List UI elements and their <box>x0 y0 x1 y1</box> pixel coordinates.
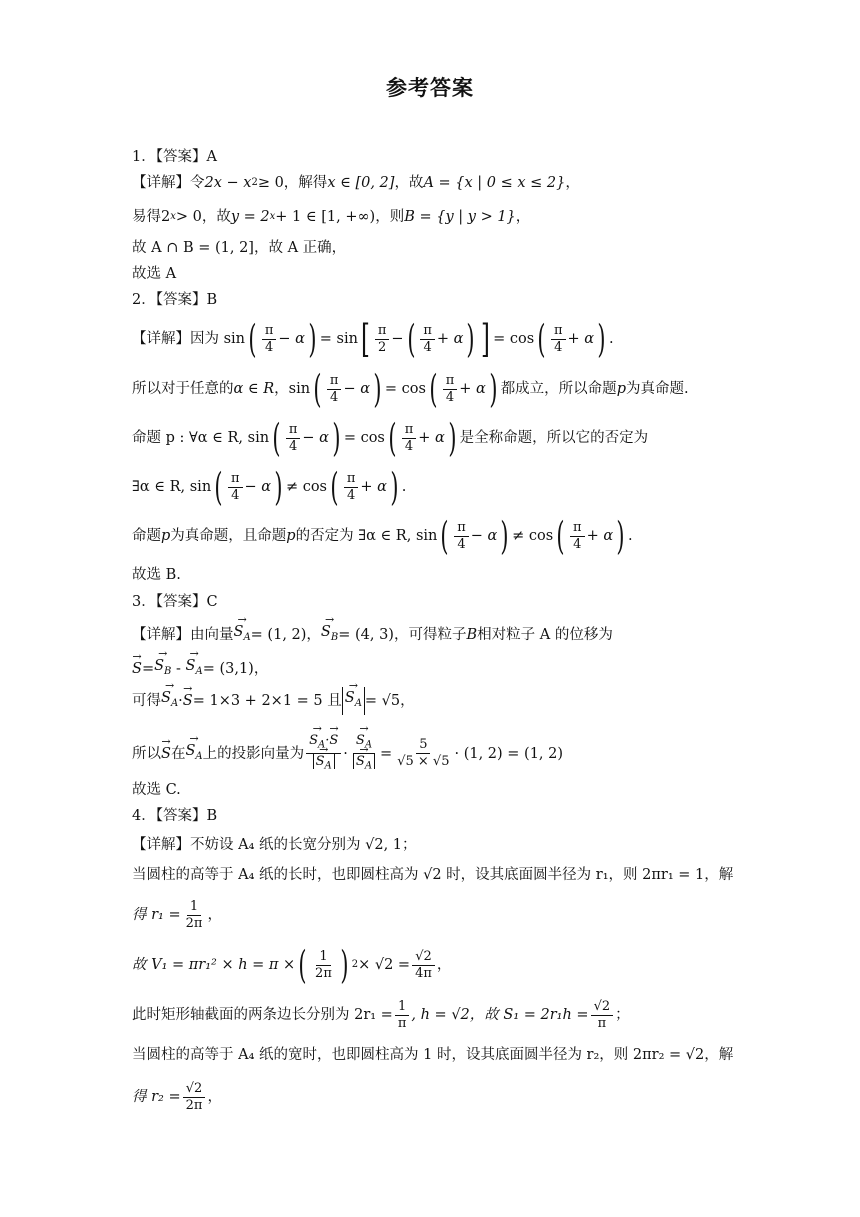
text: 所以 <box>132 745 161 762</box>
denominator: 2π <box>185 915 203 931</box>
page-title: 参考答案 <box>386 76 474 100</box>
vector-s: → S <box>161 725 171 783</box>
fraction <box>551 323 566 356</box>
paren: ( <box>248 317 257 361</box>
numerator: π <box>327 373 342 390</box>
bracket: ] <box>481 317 491 361</box>
denominator: 4π <box>415 965 432 981</box>
math: sin <box>288 381 311 397</box>
fraction <box>591 999 614 1032</box>
q3-detail-line1 <box>132 621 820 649</box>
denominator: 4 <box>423 339 432 355</box>
numerator: π <box>443 373 458 390</box>
text: 所以对于任意的 <box>132 381 234 397</box>
fraction <box>183 899 206 932</box>
text: = √5， <box>364 692 415 709</box>
numerator: π <box>570 520 585 537</box>
vector-sa: → $S_A$ <box>161 687 178 715</box>
paren: ) <box>489 367 498 411</box>
q4-detail-line6: 当圆柱的高等于 A₄ 纸的宽时，也即圆柱高为 1 时，设其底面圆半径为 r₂，则 2πr₂ = √2，解 <box>132 1047 734 1063</box>
q2-detail-line6: 故选 B. <box>132 567 181 583</box>
bracket: [ <box>360 317 370 361</box>
math: − α <box>343 381 371 397</box>
q2-answer-heading: 2．【答案】B <box>132 292 218 308</box>
superscript: x <box>269 211 276 222</box>
q3-detail-line2 <box>132 655 820 683</box>
fraction <box>395 999 410 1032</box>
paren: ) <box>597 317 606 361</box>
numerator: π <box>402 422 417 439</box>
math: p <box>161 528 171 544</box>
numerator: √2 <box>591 999 614 1016</box>
math: = cos <box>343 430 385 446</box>
numerator: √2 <box>412 949 435 966</box>
numerator: 1 <box>395 999 409 1016</box>
denominator: 4 <box>231 487 240 503</box>
denominator: √5 × √5 <box>397 754 450 770</box>
numerator: √2 <box>183 1081 206 1098</box>
fraction <box>312 949 335 982</box>
math: − α <box>278 331 305 347</box>
numerator: π <box>454 520 469 537</box>
text: 上的投影向量为 <box>202 745 305 762</box>
denominator: → $S_A$ <box>310 754 338 775</box>
text: = (4, 3)，可得粒子 <box>338 626 467 643</box>
q2-detail-line3 <box>132 415 820 461</box>
q3-answer-heading: 3．【答案】C <box>132 594 218 610</box>
denominator: 4 <box>554 339 563 355</box>
q4-detail-line4 <box>132 942 820 988</box>
paren: ) <box>332 416 341 460</box>
fraction <box>228 471 243 504</box>
fraction <box>262 323 277 356</box>
math: − α <box>244 479 272 495</box>
text: 在 <box>170 745 186 762</box>
math: + α <box>360 479 387 495</box>
text: 【详解】令 <box>132 175 205 191</box>
math: y = 2 <box>230 209 270 225</box>
vector-sa: → $S_A$ <box>185 722 202 786</box>
vector-s: → S <box>183 690 193 712</box>
text: 为真命题，且命题 <box>170 528 287 544</box>
denominator: 4 <box>289 438 298 454</box>
paren: ) <box>340 943 349 987</box>
fraction <box>350 733 378 775</box>
text: ， <box>274 381 289 397</box>
math: + α <box>567 331 595 347</box>
text: 此时矩形轴截面的两条边长分别为 2r₁ = <box>132 1007 393 1023</box>
q4-detail-line1: 【详解】不妨设 A₄ 纸的长宽分别为 √2, 1； <box>132 837 417 853</box>
q3-detail-line5: 故选 C. <box>132 782 181 798</box>
numerator: π <box>286 422 301 439</box>
math: B <box>466 626 478 643</box>
vector-sb: → $S_B$ <box>154 655 171 683</box>
vector-sa: → $S_A$ <box>234 621 251 649</box>
text: 【详解】因为 sin <box>132 331 246 347</box>
fraction <box>327 373 342 406</box>
denominator: 4 <box>346 487 356 503</box>
superscript: 2 <box>251 177 258 188</box>
fraction <box>375 323 390 356</box>
fraction <box>394 737 452 770</box>
text: 的否定为 ∃α ∈ R, sin <box>295 528 438 544</box>
text: 为真命题. <box>625 381 689 397</box>
math: + α <box>436 331 464 347</box>
fraction <box>183 1081 206 1114</box>
denominator: 2π <box>315 965 332 981</box>
paren: ( <box>330 465 339 509</box>
math: , h = √2，故 S₁ = 2r₁h = <box>411 1007 589 1023</box>
numerator: π <box>420 323 435 340</box>
math: − α <box>470 528 498 544</box>
text: 可得 <box>132 692 161 709</box>
denominator: 4 <box>330 389 339 405</box>
math: · <box>343 745 348 762</box>
math: = cos <box>493 331 535 347</box>
q4-detail-line3 <box>132 892 820 938</box>
text: ， <box>565 175 580 191</box>
math: ≠ cos <box>512 528 554 544</box>
q3-detail-line3 <box>132 687 820 715</box>
math: − α <box>302 430 329 446</box>
text: 都成立，所以命题 <box>500 381 617 397</box>
text: = (1, 2)， <box>250 626 321 643</box>
q1-detail-line1 <box>132 172 820 194</box>
paren: ( <box>388 416 397 460</box>
math: 2 <box>161 209 171 225</box>
denominator: π <box>397 1015 407 1031</box>
text: ∃α ∈ R, sin <box>132 479 212 495</box>
text: ，则 <box>375 209 405 225</box>
text: ， <box>207 907 222 923</box>
vector-sa: → $S_A$ <box>186 655 203 683</box>
paren: ( <box>313 367 322 411</box>
numerator: π <box>344 471 359 488</box>
paren: ) <box>373 367 382 411</box>
math: . <box>401 479 407 495</box>
paren: ) <box>274 465 283 509</box>
numerator: π <box>228 471 243 488</box>
paren: ( <box>440 514 449 558</box>
text: 相对粒子 A 的位移为 <box>477 626 613 643</box>
paren: ) <box>466 317 475 361</box>
text: ， <box>207 1089 222 1105</box>
fraction <box>412 949 435 982</box>
denominator: 2 <box>377 339 387 355</box>
math: B = {y | y > 1} <box>404 209 516 225</box>
math: x ∈ [0, 2] <box>327 175 395 191</box>
fraction <box>306 733 341 775</box>
text: ， <box>515 209 531 225</box>
math: · (1, 2) = (1, 2) <box>454 745 564 762</box>
numerator: π <box>551 323 566 340</box>
math: A = {x | 0 ≤ x ≤ 2} <box>423 175 566 191</box>
paren: ) <box>308 317 317 361</box>
paren: ( <box>406 317 416 361</box>
numerator: → $S_A\cdot\to S$ <box>306 733 341 755</box>
denominator: 4 <box>404 438 414 454</box>
math: p <box>616 381 626 397</box>
text: > 0，故 <box>175 209 231 225</box>
denominator: π <box>597 1015 607 1031</box>
paren: ) <box>448 416 457 460</box>
fraction <box>286 422 301 455</box>
math: α ∈ R <box>233 381 275 397</box>
math: + 1 ∈ [1, +∞) <box>275 209 376 225</box>
superscript: x <box>170 211 176 222</box>
math: = <box>141 660 155 677</box>
paren: ) <box>390 465 399 509</box>
q4-detail-line2: 当圆柱的高等于 A₄ 纸的长时，也即圆柱高为 √2 时，设其底面圆半径为 r₁，则 2πr₁ = 1，解 <box>132 867 734 883</box>
paren: ) <box>616 514 625 558</box>
fraction <box>454 520 469 553</box>
text: 【详解】由向量 <box>132 626 234 643</box>
denominator: 4 <box>573 536 582 552</box>
fraction <box>420 323 435 356</box>
math: 得 r₂ = <box>132 1089 181 1105</box>
math: · <box>178 692 183 709</box>
q4-detail-line5 <box>132 992 820 1038</box>
text: ； <box>615 1007 630 1023</box>
fraction <box>344 471 359 504</box>
fraction <box>402 422 417 455</box>
q2-detail-line4 <box>132 464 820 510</box>
q4-detail-line7 <box>132 1074 820 1120</box>
math: . <box>627 528 633 544</box>
paren: ( <box>214 465 223 509</box>
math: × √2 = <box>358 957 411 973</box>
q2-detail-line2 <box>132 366 820 412</box>
text: = (3,1)， <box>202 660 269 677</box>
paren: ( <box>556 514 565 558</box>
text: 命题 p : ∀α ∈ R, sin <box>132 430 270 446</box>
fraction <box>443 373 458 406</box>
paren: ( <box>272 416 281 460</box>
math: = <box>380 745 393 762</box>
numerator: π <box>375 323 390 340</box>
paren: ( <box>429 367 438 411</box>
paren: ( <box>298 943 307 987</box>
numerator: 1 <box>187 899 201 916</box>
paren: ) <box>500 514 509 558</box>
denominator: 2π <box>185 1097 203 1113</box>
math: 2x − x <box>204 175 252 191</box>
text: 易得 <box>132 209 161 225</box>
text: ， <box>436 957 452 973</box>
math: p <box>286 528 296 544</box>
math: 得 r₁ = <box>132 907 181 923</box>
q1-answer-heading: 1．【答案】A <box>132 149 217 165</box>
numerator: 1 <box>316 949 330 966</box>
q2-detail-line5 <box>132 513 820 559</box>
paren: ( <box>537 317 546 361</box>
superscript: 2 <box>351 959 359 970</box>
math: 故 V₁ = πr₁² × h = π × <box>132 957 296 973</box>
vector-s: → S <box>132 658 142 680</box>
fraction <box>570 520 585 553</box>
numerator: π <box>262 323 277 340</box>
math: + α <box>586 528 614 544</box>
vector-sb: → $S_B$ <box>321 621 338 649</box>
q3-detail-line4 <box>132 722 820 786</box>
q1-detail-line2 <box>132 206 820 228</box>
math: ≠ cos <box>285 479 327 495</box>
numerator: 5 <box>416 737 430 754</box>
text: 是全称命题，所以它的否定为 <box>459 430 649 446</box>
q1-detail-line3: 故 A ∩ B = (1, 2]，故 A 正确， <box>132 240 347 256</box>
text: = 1×3 + 2×1 = 5 且 <box>192 692 342 709</box>
math: − <box>391 331 404 347</box>
text: ≥ 0，解得 <box>257 175 328 191</box>
denominator: 4 <box>445 389 455 405</box>
text: ，故 <box>394 175 424 191</box>
math: . <box>608 331 614 347</box>
q1-detail-line4: 故选 A <box>132 266 177 282</box>
math: = sin <box>319 331 358 347</box>
numerator: → $S_A$ <box>353 733 375 755</box>
denominator: 4 <box>457 536 466 552</box>
q2-detail-line1 <box>132 316 820 362</box>
denominator: 4 <box>264 339 274 355</box>
text: 命题 <box>132 528 161 544</box>
denominator: → $S_A$ <box>350 754 378 775</box>
math: = cos <box>384 381 426 397</box>
math: + α <box>459 381 486 397</box>
abs-sa: → $S_A$ <box>342 687 365 715</box>
math: - <box>171 660 186 677</box>
math: + α <box>418 430 445 446</box>
q4-answer-heading: 4．【答案】B <box>132 808 218 824</box>
